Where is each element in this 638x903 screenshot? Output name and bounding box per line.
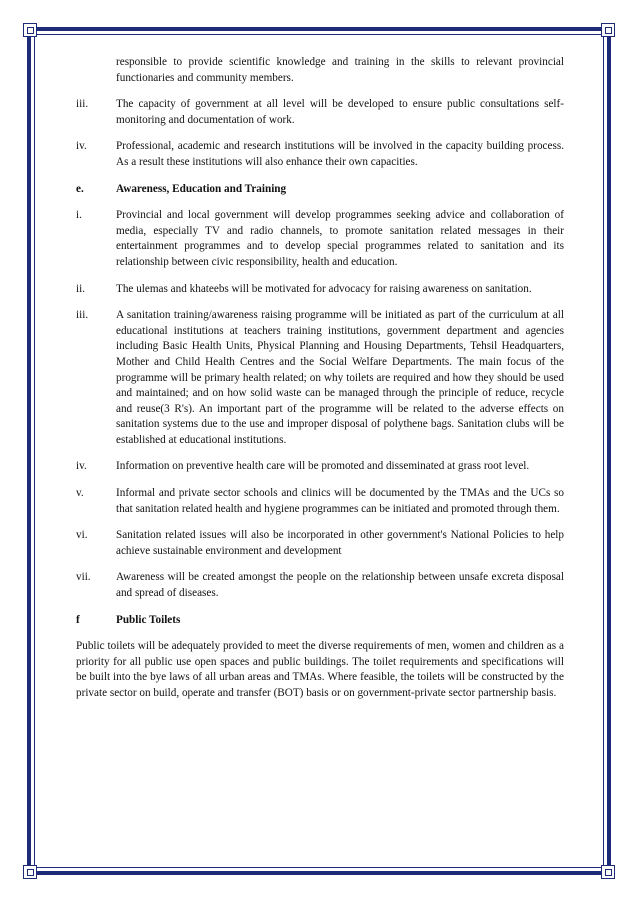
item-number: vi. [76, 529, 88, 542]
item-number: iii. [76, 309, 89, 322]
list-item [76, 139, 564, 170]
item-number: iv. [76, 140, 87, 153]
corner-ornament-top-left [23, 23, 37, 37]
item-text: The ulemas and khateebs will be motivated for advocacy for raising awareness on sanitation. [116, 282, 532, 295]
section-number: e. [76, 182, 84, 195]
corner-ornament-top-right [601, 23, 615, 37]
item-number: vii. [76, 571, 91, 584]
list-item [76, 208, 564, 270]
item-text: Provincial and local government will develop programmes seeking advice and collaboration of media, especially TV and radio channels, to promote sanitation related messages in their entertainment programmes and to develop special programmes related to sanitation and its relationship between civic responsibility, health and education. [116, 209, 564, 268]
list-item [76, 459, 564, 475]
section-heading-e [76, 182, 564, 198]
item-text: Information on preventive health care will be promoted and disseminated at grass root level. [116, 460, 530, 473]
item-number: iii. [76, 98, 89, 111]
item-number: iv. [76, 460, 87, 473]
list-item [76, 97, 564, 128]
public-toilets-paragraph: Public toilets will be adequately provided to meet the diverse requirements of men, women and children as a priority for all public use open spaces and public buildings. The toilet requirements and specifications will be built into the bye laws of all urban areas and TMAs. Where feasible, the toilets will be constructed by the private sector on build, operate and transfer (BOT) basis or on government-private sector partnership basis. [76, 640, 564, 699]
section-number: f [76, 613, 80, 626]
item-text: Sanitation related issues will also be incorporated in other government's National Policies to help achieve sustainable environment and development [116, 529, 564, 557]
section-title: Public Toilets [116, 613, 181, 626]
item-text: responsible to provide scientific knowledge and training in the skills to relevant provincial functionaries and community members. [116, 56, 564, 84]
list-item [76, 528, 564, 559]
item-text: Informal and private sector schools and clinics will be documented by the TMAs and the UCs so that sanitation related health and hygiene programmes can be initiated and promoted through them. [116, 487, 564, 515]
item-text: Awareness will be created amongst the people on the relationship between unsafe excreta disposal and spread of diseases. [116, 571, 564, 600]
document-body [76, 55, 564, 702]
list-item [76, 55, 564, 86]
corner-ornament-bottom-left [23, 865, 37, 879]
section-title: Awareness, Education and Training [116, 182, 287, 195]
list-item [76, 570, 564, 601]
corner-ornament-bottom-right [601, 865, 615, 879]
item-text: Professional, academic and research institutions will be involved in the capacity building process. As a result these institutions will also enhance their own capacities. [116, 140, 564, 168]
item-number: v. [76, 487, 84, 500]
list-item [76, 282, 564, 298]
list-item [76, 308, 564, 448]
item-text: The capacity of government at all level will be developed to ensure public consultations self-monitoring and documentation of work. [116, 98, 564, 126]
item-number: i. [76, 209, 82, 222]
item-text: A sanitation training/awareness raising programme will be initiated as part of the curriculum at all educational institutions at teachers training institutions, government department and agencies including Basic Health Units, Physical Planning and Housing Departments, Tehsil Headquarters, Mother and Child Health Centres and the Social Welfare Departments. The main focus of the programme will be primary health related; on why toilets are required and how they should be used and maintained; and on how solid waste can be managed through the principle of reduce, recycle and reuse(3 R's). An important part of the programme will be related to the adverse effects on sanitation systems due to the use and improper disposal of polythene bags. Sanitation clubs will be established at educational institutions. [116, 309, 564, 446]
list-item [76, 486, 564, 517]
item-number [76, 55, 116, 86]
section-heading-f [76, 613, 564, 629]
item-number: ii. [76, 282, 86, 295]
